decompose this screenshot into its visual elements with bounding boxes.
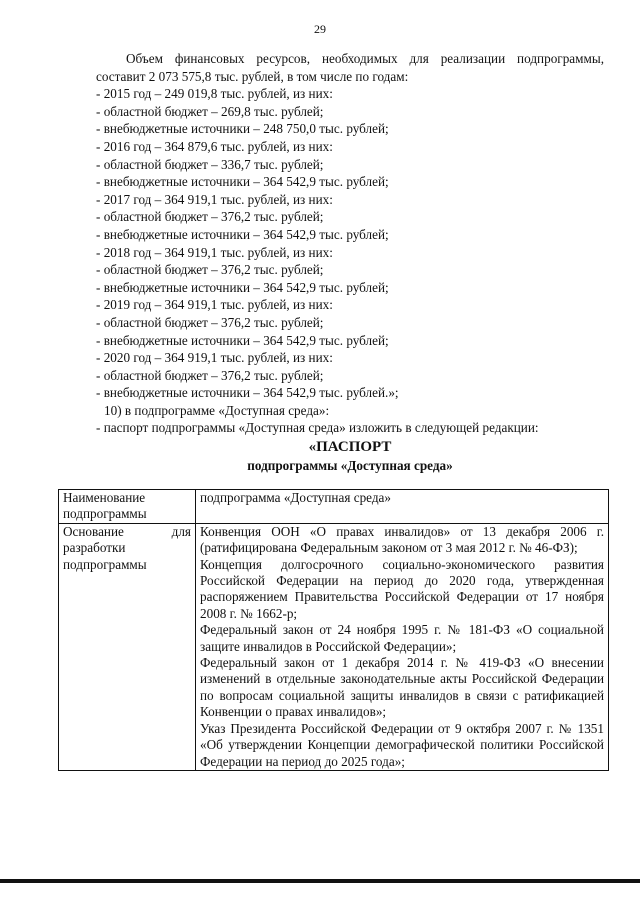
financing-line: - внебюджетные источники – 364 542,9 тыс. рублей; [96,332,389,348]
financing-line: - областной бюджет – 376,2 тыс. рублей; [96,367,324,383]
financing-line: - областной бюджет – 269,8 тыс. рублей; [96,103,324,119]
row-value-basis [196,523,609,770]
bottom-rule [0,879,640,883]
table-row [59,490,609,524]
financing-line: - областной бюджет – 376,2 тыс. рублей; [96,314,324,330]
financing-line: - внебюджетные источники – 364 542,9 тыс. рублей; [96,226,389,242]
financing-lines [96,85,604,437]
financing-line: - 2017 год – 364 919,1 тыс. рублей, из них: [96,191,333,207]
passport-title-line1: «ПАСПОРТ [308,439,392,455]
basis-item: Концепция долгосрочного социально-экономического развития Российской Федерации на период до 2020 года, утвержденная распоряжением Правительства Российской Федерации от 17 ноября 2008 г. № 1662-р; [200,556,604,621]
page-number: 29 [314,22,326,36]
financing-line: - 2018 год – 364 919,1 тыс. рублей, из них: [96,244,333,260]
financing-line: - 2016 год – 364 879,6 тыс. рублей, из них: [96,138,333,154]
financing-line: - областной бюджет – 336,7 тыс. рублей; [96,156,324,172]
financing-line: - 2019 год – 364 919,1 тыс. рублей, из них: [96,297,333,313]
table-row [59,523,609,770]
basis-item: Конвенция ООН «О правах инвалидов» от 13 декабря 2006 г. (ратифицирована Федеральным законом от 3 мая 2012 г. № 46-ФЗ); [200,523,604,556]
amendment-instruction: - паспорт подпрограммы «Доступная среда» изложить в следующей редакции: [96,420,539,436]
financing-line: - областной бюджет – 376,2 тыс. рублей; [96,209,324,225]
financing-line: - 2020 год – 364 919,1 тыс. рублей, из них: [96,350,333,366]
basis-item: Федеральный закон от 24 ноября 1995 г. № 181-ФЗ «О социальной защите инвалидов в Российской Федерации»; [200,622,604,654]
financing-line: - областной бюджет – 376,2 тыс. рублей; [96,262,324,278]
row-value-name: подпрограмма «Доступная среда» [196,490,609,524]
passport-title-line2: подпрограммы «Доступная среда» [247,458,453,473]
financing-line: - 2015 год – 249 019,8 тыс. рублей, из них: [96,86,333,102]
basis-item: Указ Президента Российской Федерации от 9 октября 2007 г. № 1351 «Об утверждении Концепции демографической политики Российской Федерации на период до 2025 года»; [200,720,604,769]
financing-section [96,50,604,437]
financing-paragraph: Объем финансовых ресурсов, необходимых для реализации подпрограммы, составит 2 073 575,8 тыс. рублей, в том числе по годам: [96,51,604,84]
financing-line: - внебюджетные источники – 248 750,0 тыс. рублей; [96,121,389,137]
financing-line: - внебюджетные источники – 364 542,9 тыс. рублей.»; [96,385,399,401]
amendment-item: 10) в подпрограмме «Доступная среда»: [104,402,330,418]
financing-line: - внебюджетные источники – 364 542,9 тыс. рублей; [96,279,389,295]
passport-table [58,489,609,771]
financing-line: - внебюджетные источники – 364 542,9 тыс. рублей; [96,174,389,190]
row-label-basis: Основание для разработки подпрограммы [59,523,196,770]
row-label-name: Наименование подпрограммы [59,490,196,524]
basis-item: Федеральный закон от 1 декабря 2014 г. № 419-ФЗ «О внесении изменений в отдельные законодательные акты Российской Федерации по вопросам социальной защиты инвалидов в связи с ратификацией Конвенции о правах инвалидов»; [200,655,604,720]
passport-title [96,437,604,475]
